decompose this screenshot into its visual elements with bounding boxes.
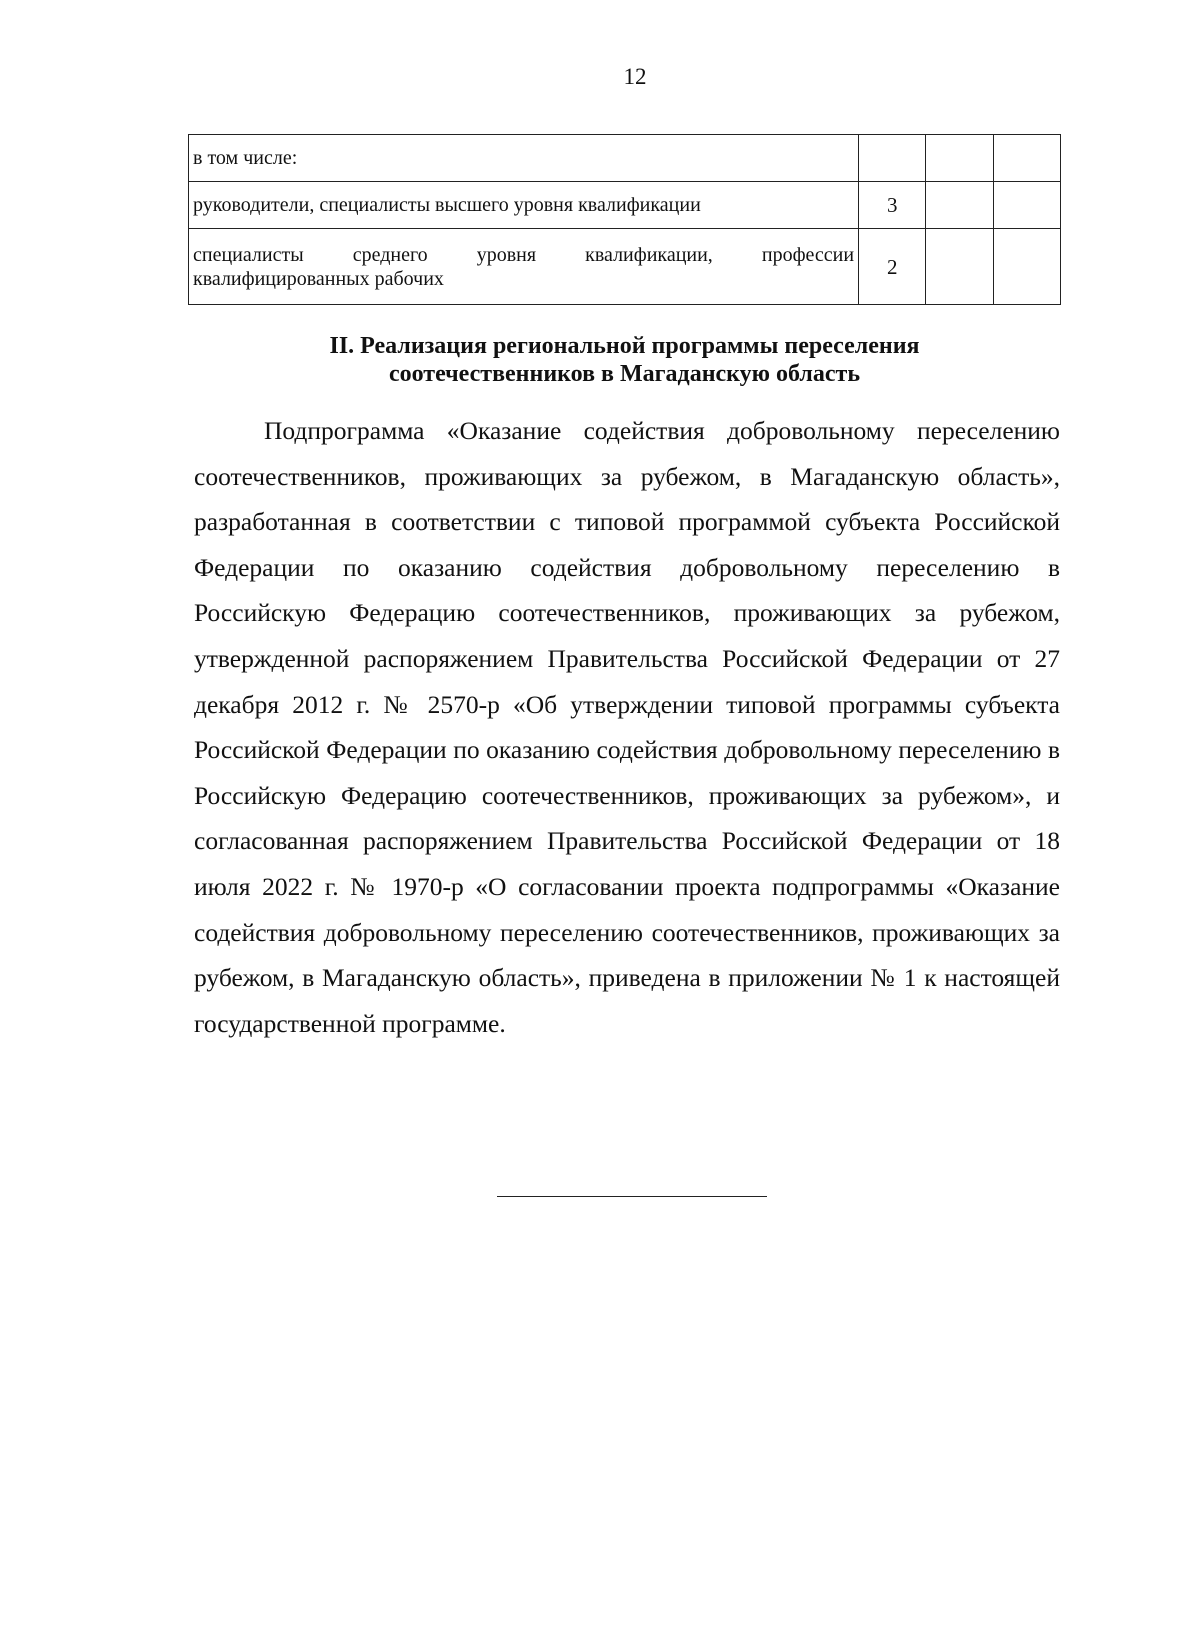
table-cell-empty [926, 135, 993, 182]
page-number: 12 [623, 64, 647, 89]
end-divider [497, 1196, 767, 1197]
table-cell-empty [993, 229, 1060, 305]
table-cell-value [859, 135, 926, 182]
table-cell-empty [993, 135, 1060, 182]
table-cell-empty [926, 229, 993, 305]
body-paragraph: Подпрограмма «Оказание содействия добровольному переселению соотечественников, проживающих за рубежом, в Магаданскую область», разработанная в соответствии с типовой программой субъекта Российской Федерации по оказанию содействия добровольному переселению в Российскую Федерацию соотечественников, проживающих за рубежом, утвержденной распоряжением Правительства Российской Федерации от 27 декабря 2012 г. № 2570-р «Об утверждении типовой программы субъекта Российской Федерации по оказанию содействия добровольному переселению в Российскую Федерацию соотечественников, проживающих за рубежом», и согласованная распоряжением Правительства Российской Федерации от 18 июля 2022 г. № 1970-р «О согласовании проекта подпрограммы «Оказание содействия добровольному переселению соотечественников, проживающих за рубежом, в Магаданскую область», приведена в приложении № 1 к настоящей государственной программе. [194, 416, 1060, 1038]
table-cell-label: специалисты среднего уровня квалификации, профессии квалифицированных рабочих [189, 229, 859, 305]
table-cell-value: 2 [859, 229, 926, 305]
table-cell-label: руководители, специалисты высшего уровня квалификации [189, 182, 859, 229]
table-row [189, 182, 1061, 229]
table-row [189, 135, 1061, 182]
section-heading-line: соотечественников в Магаданскую область [388, 361, 861, 387]
table-row [189, 229, 1061, 305]
table-cell-empty [993, 182, 1060, 229]
table-cell-label: в том числе: [189, 135, 859, 182]
table-cell-value: 3 [859, 182, 926, 229]
section-heading-line: II. Реализация региональной программы переселения [329, 333, 920, 359]
table-cell-empty [926, 182, 993, 229]
staffing-table [188, 134, 1061, 305]
section-heading [188, 332, 1061, 388]
